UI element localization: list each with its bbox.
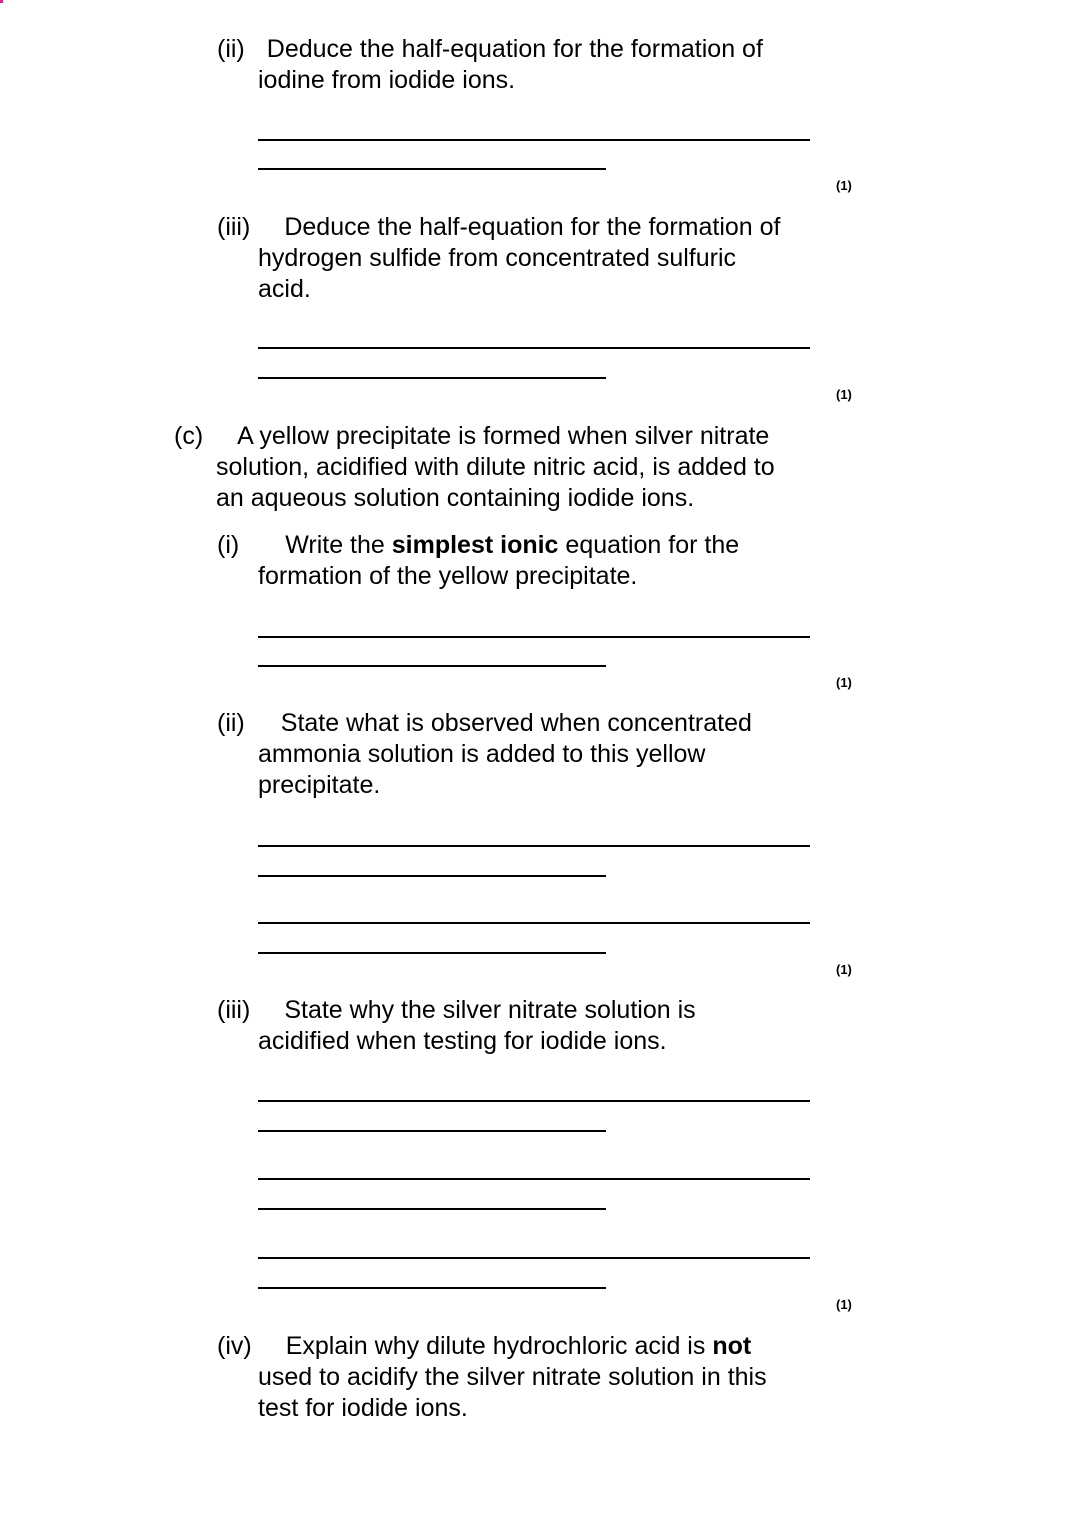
question-text-line-2: formation of the yellow precipitate. (258, 562, 638, 590)
answer-line[interactable] (258, 922, 810, 924)
page-corner-mark (0, 0, 3, 3)
question-number: (ii) (217, 35, 245, 63)
question-number: (i) (217, 531, 240, 559)
question-c-iv (217, 1331, 767, 1424)
question-text-line-2: hydrogen sulfide from concentrated sulfuric (258, 244, 737, 272)
question-text-line-1: State why the silver nitrate solution is (284, 996, 696, 1024)
question-text-line-1: Deduce the half-equation for the formation of (284, 213, 781, 241)
answer-line[interactable] (258, 665, 606, 667)
answer-line[interactable] (258, 845, 810, 847)
answer-line[interactable] (258, 1208, 606, 1210)
answer-line[interactable] (258, 636, 810, 638)
marks-label: (1) (836, 1297, 852, 1312)
question-text-line-3: an aqueous solution containing iodide ions. (216, 484, 695, 512)
emphasis-text: simplest ionic (391, 531, 559, 559)
answer-line[interactable] (258, 1130, 606, 1132)
question-text-line-3: test for iodide ions. (258, 1394, 468, 1422)
question-text-line-2: ammonia solution is added to this yellow (258, 740, 706, 768)
question-c-ii (217, 708, 752, 801)
question-text-post: equation for the (558, 531, 740, 559)
question-number: (c) (174, 422, 204, 450)
question-text-line-1: A yellow precipitate is formed when silver nitrate (237, 422, 770, 450)
answer-line[interactable] (258, 139, 810, 141)
answer-line[interactable] (258, 875, 606, 877)
question-number: (iv) (217, 1332, 252, 1360)
question-c-i (217, 530, 739, 592)
question-text-line-3: precipitate. (258, 771, 381, 799)
marks-label: (1) (836, 675, 852, 690)
question-text-line-2: used to acidify the silver nitrate solution in this (258, 1363, 767, 1391)
answer-line[interactable] (258, 1100, 810, 1102)
question-text-pre: Explain why dilute hydrochloric acid is (285, 1332, 713, 1360)
marks-label: (1) (836, 962, 852, 977)
question-text-line-2: acidified when testing for iodide ions. (258, 1027, 667, 1055)
question-c-iii (217, 995, 696, 1057)
question-text-line-1: State what is observed when concentrated (280, 709, 752, 737)
question-number: (iii) (217, 213, 251, 241)
question-text-line-3: acid. (258, 275, 311, 303)
question-number: (ii) (217, 709, 245, 737)
answer-line[interactable] (258, 1178, 810, 1180)
question-text-line-2: iodine from iodide ions. (258, 66, 516, 94)
answer-line[interactable] (258, 1287, 606, 1289)
emphasis-text: not (712, 1332, 752, 1360)
question-text-line-2: solution, acidified with dilute nitric acid, is added to (216, 453, 775, 481)
question-number: (iii) (217, 996, 251, 1024)
answer-line[interactable] (258, 952, 606, 954)
answer-line[interactable] (258, 1257, 810, 1259)
question-text-line-1: Deduce the half-equation for the formation of (266, 35, 763, 63)
marks-label: (1) (836, 178, 852, 193)
question-b-iii (217, 212, 780, 305)
question-b-ii (217, 34, 763, 96)
marks-label: (1) (836, 387, 852, 402)
question-text-pre: Write the (285, 531, 392, 559)
answer-line[interactable] (258, 377, 606, 379)
answer-line[interactable] (258, 168, 606, 170)
question-c (174, 421, 775, 514)
answer-line[interactable] (258, 347, 810, 349)
